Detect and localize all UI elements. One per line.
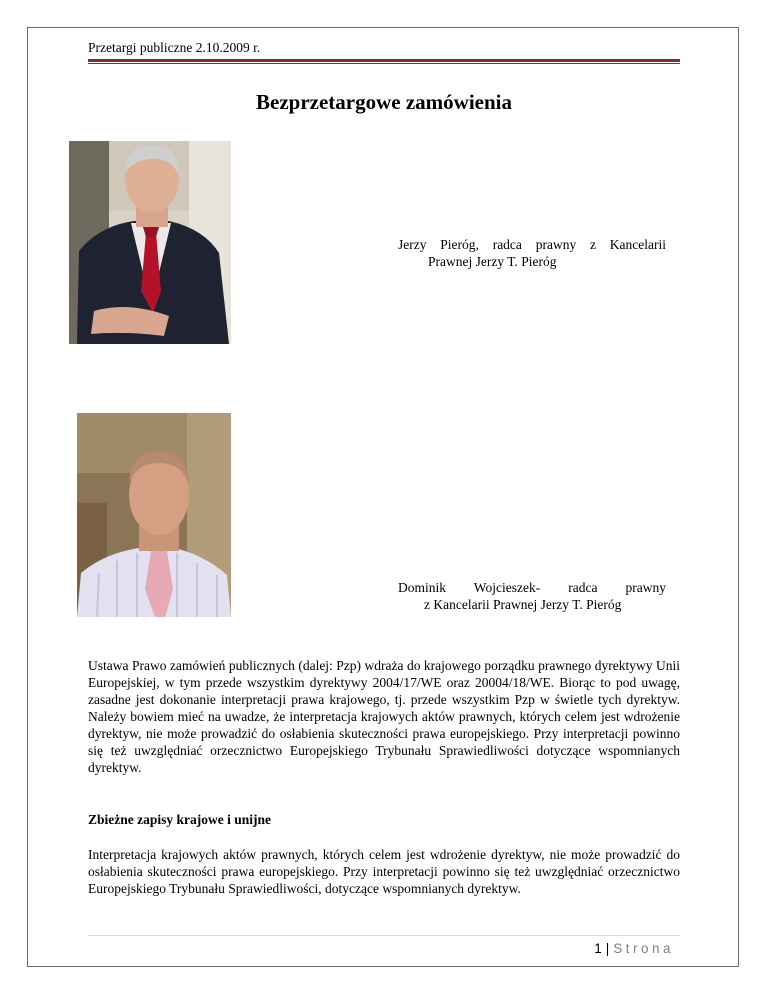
caption-1-line-1: Jerzy Pieróg, radca prawny z Kancelarii (398, 237, 666, 252)
article-title: Bezprzetargowe zamówienia (256, 90, 512, 114)
photo-caption-2 (398, 579, 666, 613)
footer-separator: | (605, 941, 610, 956)
photo-jerzy-pierog (69, 141, 231, 344)
body-paragraph-2: Interpretacja krajowych aktów prawnych, których celem jest wdrożenie dyrektyw, nie może prowadzić do osłabienia skuteczności prawa europejskiego. Przy interpretacji powinno się też uwzględniać orzecznictwo Europejskiego Trybunału Sprawiedliwości, dotyczące wspomnianych dyrektyw. (88, 847, 680, 896)
page-footer (594, 941, 674, 956)
caption-1-line-2: Prawnej Jerzy T. Pieróg (428, 254, 557, 269)
caption-2-line-2: z Kancelarii Prawnej Jerzy T. Pieróg (424, 597, 622, 612)
page-number: 1 (594, 941, 602, 956)
header-rule-thick (88, 59, 680, 62)
photo-dominik-wojcieszek (77, 413, 231, 617)
page-label: Strona (613, 941, 674, 956)
section-heading: Zbieżne zapisy krajowe i unijne (88, 812, 272, 827)
footer-rule (88, 935, 680, 936)
header-rule-thin (88, 63, 680, 64)
photo-caption-1 (398, 236, 666, 270)
body-paragraph-1: Ustawa Prawo zamówień publicznych (dalej: Pzp) wdraża do krajowego porządku prawnego dyrektywy Unii Europejskiej, w tym przede wszystkim dyrektywy 2004/17/WE oraz 20004/18/WE. Biorąc to pod uwagę, zasadne jest dokonanie interpretacji prawa krajowego, tj. przede wszystkim Pzp w świetle tych dyrektyw. Należy bowiem mieć na uwadze, że interpretacja krajowych aktów prawnych, których celem jest wdrożenie dyrektyw, nie może prowadzić do osłabienia skuteczności prawa europejskiego. Przy interpretacji powinno się też uwzględniać orzecznictwo Europejskiego Trybunału Sprawiedliwości dotyczące wspomnianych dyrektyw. (88, 658, 680, 775)
caption-2-line-1: Dominik Wojcieszek- radca prawny (398, 580, 666, 595)
running-header: Przetargi publiczne 2.10.2009 r. (88, 40, 261, 55)
